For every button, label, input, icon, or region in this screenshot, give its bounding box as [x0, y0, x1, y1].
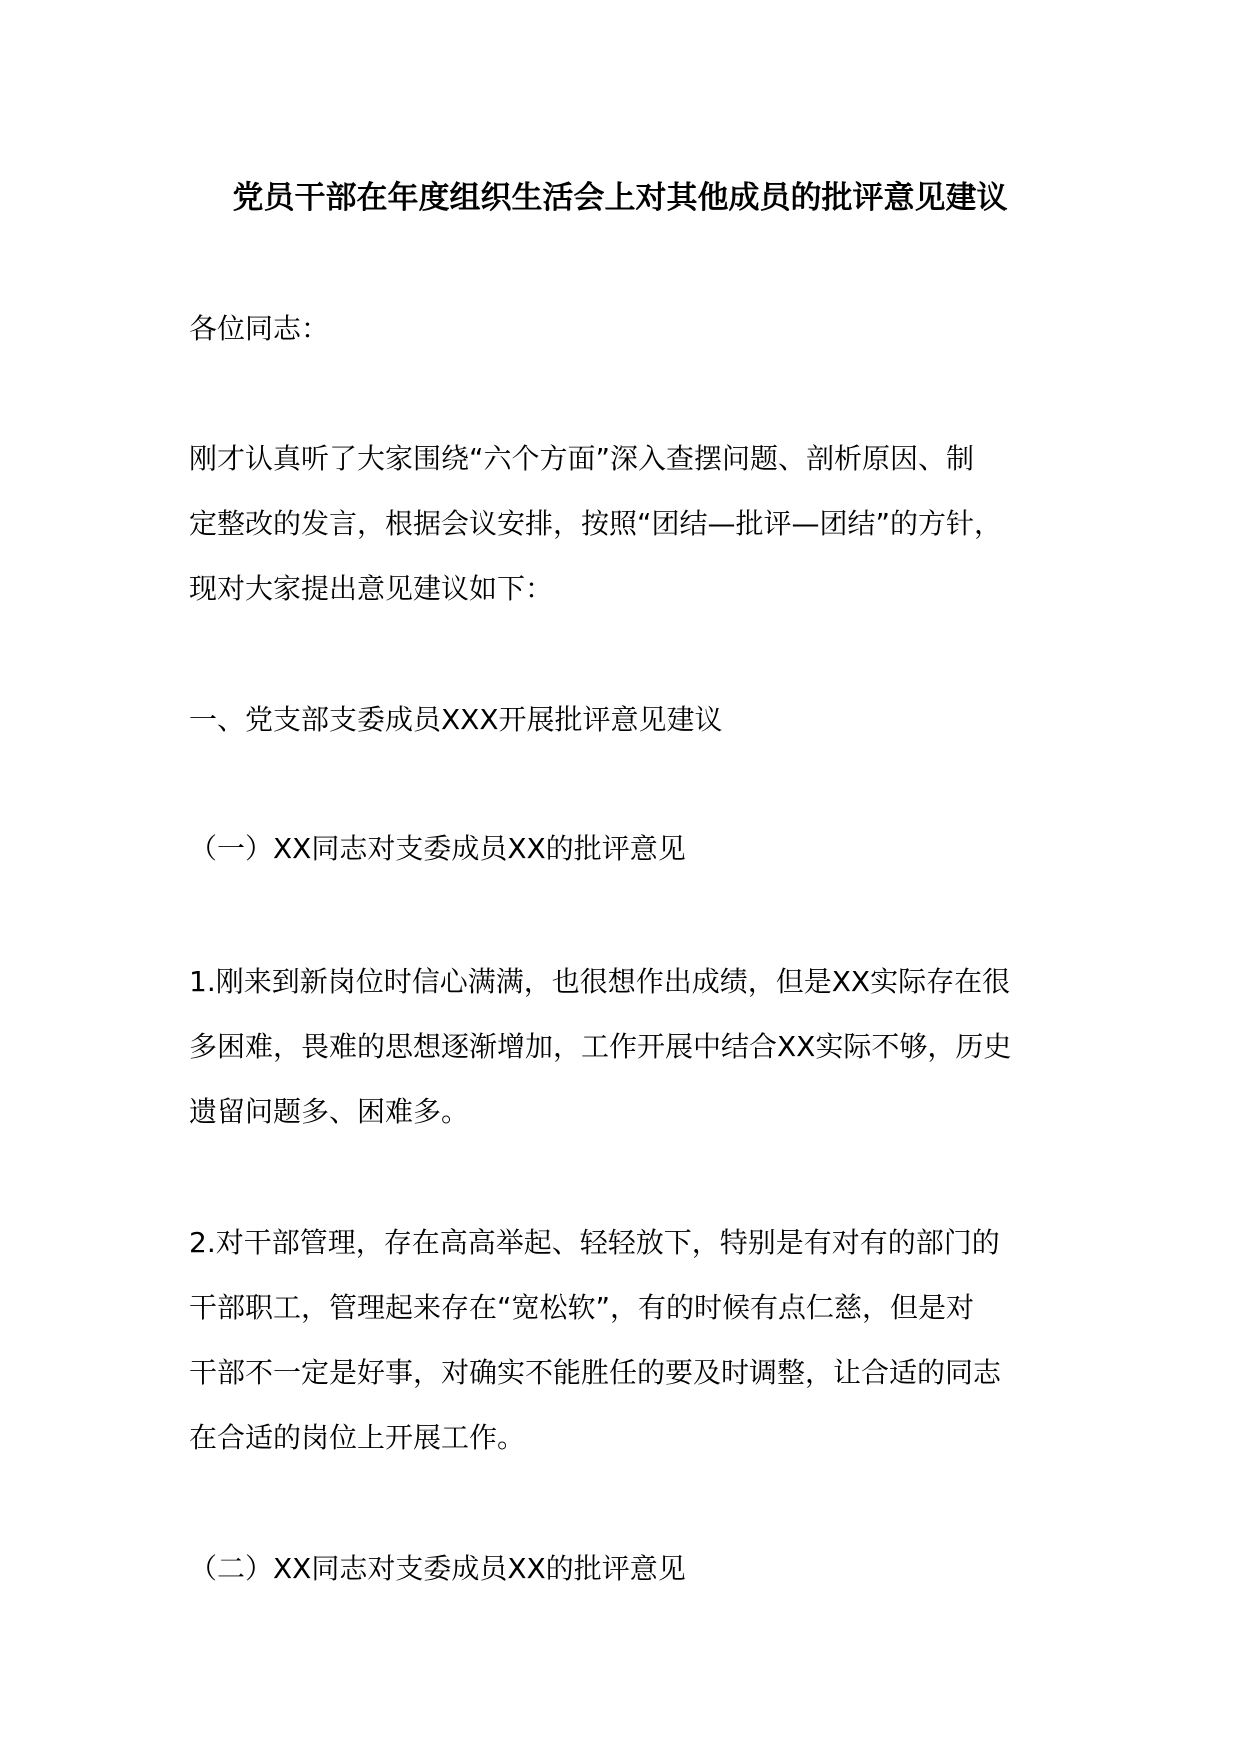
subsection-heading-1: （一）XX同志对支委成员XX的批评意见 [189, 832, 686, 865]
paragraph-line: 遗留问题多、困难多。 [189, 1095, 470, 1128]
paragraph-line: 2.对干部管理，存在高高举起、轻轻放下，特别是有对有的部门的 [189, 1226, 1000, 1259]
greeting: 各位同志： [189, 312, 330, 345]
document-title: 党员干部在年度组织生活会上对其他成员的批评意见建议 [232, 180, 1008, 216]
item-2-paragraph [189, 1210, 1089, 1470]
paragraph-line: 多困难，畏难的思想逐渐增加，工作开展中结合XX实际不够，历史 [189, 1030, 1012, 1063]
paragraph-line: 干部不一定是好事，对确实不能胜任的要及时调整，让合适的同志 [189, 1356, 1002, 1389]
paragraph-line: 1.刚来到新岗位时信心满满，也很想作出成绩，但是XX实际存在很 [189, 965, 1011, 998]
paragraph-line: 刚才认真听了大家围绕“六个方面”深入查摆问题、剖析原因、制 [189, 442, 975, 475]
intro-paragraph [189, 426, 1089, 621]
paragraph-line: 在合适的岗位上开展工作。 [189, 1421, 526, 1454]
subsection-heading-2: （二）XX同志对支委成员XX的批评意见 [189, 1552, 686, 1585]
section-heading-1: 一、党支部支委成员XXX开展批评意见建议 [189, 703, 723, 736]
paragraph-line: 定整改的发言，根据会议安排，按照“团结—批评—团结”的方针， [189, 507, 1003, 540]
item-1-paragraph [189, 949, 1089, 1144]
paragraph-line: 干部职工，管理起来存在“宽松软”，有的时候有点仁慈，但是对 [189, 1291, 975, 1324]
paragraph-line: 现对大家提出意见建议如下： [189, 572, 554, 605]
